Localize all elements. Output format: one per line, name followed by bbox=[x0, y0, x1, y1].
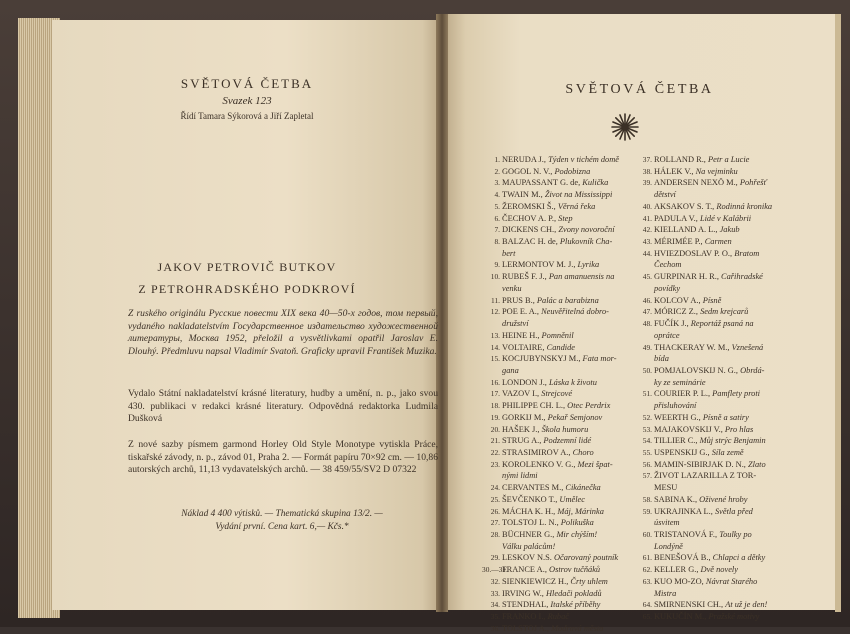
list-item-title: Zlato bbox=[748, 459, 766, 469]
list-item-title: Chlapci a dětky bbox=[712, 553, 766, 563]
list-item-title: Pamflety proti bbox=[712, 389, 761, 399]
list-item-number: 47. bbox=[642, 307, 652, 317]
list-item-title: Bratom bbox=[734, 248, 760, 258]
list-item-title: Rubač bbox=[547, 612, 570, 622]
list-item-number: 8. bbox=[494, 237, 500, 247]
list-item-author: TOLSTOJ L. N., bbox=[502, 518, 561, 528]
list-item-author: STRUG A., bbox=[502, 436, 544, 446]
list-item-author: HEINE H., bbox=[502, 330, 542, 340]
list-item-number: 2. bbox=[494, 166, 500, 176]
list-item-author: POMJALOVSKIJ N. G., bbox=[654, 365, 741, 375]
list-item bbox=[634, 435, 784, 447]
list-item-title: Rodinná kronika bbox=[716, 201, 773, 211]
list-item-number: 25. bbox=[490, 494, 500, 504]
list-item-number: 33. bbox=[490, 588, 500, 598]
list-item-number: 43. bbox=[642, 237, 652, 247]
list-item-continuation: venku bbox=[502, 283, 522, 293]
list-item bbox=[482, 588, 628, 600]
list-item-title: Světla před bbox=[714, 506, 753, 516]
list-item-title: Návrat Starého bbox=[705, 576, 758, 586]
list-item bbox=[482, 330, 628, 342]
list-item-title: Choro bbox=[572, 447, 594, 457]
list-item bbox=[482, 259, 628, 271]
list-item bbox=[634, 388, 784, 400]
list-item-author: KELLER G., bbox=[654, 565, 701, 575]
edition-footer-line1: Náklad 4 400 výtisků. — Thematická skupina 13/2. — bbox=[181, 509, 383, 519]
list-item-number: 26. bbox=[490, 506, 500, 516]
list-item-number: 51. bbox=[642, 389, 652, 399]
list-item-author: THACKERAY W. M., bbox=[654, 342, 732, 352]
list-item-title: Toulky po bbox=[719, 530, 752, 539]
list-item-number: 22. bbox=[490, 447, 500, 457]
list-item bbox=[482, 517, 628, 529]
list-item-author: KUO MO-ZO, bbox=[654, 576, 706, 586]
list-item-number: 12. bbox=[490, 307, 500, 317]
list-item-number: 30.—31. bbox=[482, 565, 508, 575]
list-item-number: 65. bbox=[642, 612, 652, 622]
list-item-title: Jakub bbox=[719, 225, 740, 235]
list-item-author: LESKOV N.S. bbox=[502, 553, 554, 563]
list-item-title: Hledači pokladů bbox=[546, 588, 602, 598]
list-item-title: Plukovník Cha- bbox=[559, 237, 613, 247]
list-item-title: Step bbox=[558, 213, 573, 223]
list-item-number: 45. bbox=[642, 272, 652, 282]
volume-number: Svazek 123 bbox=[222, 95, 272, 107]
list-item-title: Črty uhlem bbox=[570, 576, 608, 586]
list-item bbox=[634, 494, 784, 506]
list-item-title: Sedm krejcarů bbox=[700, 307, 749, 317]
list-item-number: 5. bbox=[494, 201, 500, 211]
list-item-author: FRANCE A., bbox=[502, 565, 550, 575]
list-item-number: 60. bbox=[642, 530, 652, 539]
list-item bbox=[482, 342, 628, 354]
list-item-number: 44. bbox=[642, 248, 652, 258]
list-item-author: TWAIN M., bbox=[502, 190, 545, 200]
list-item bbox=[482, 506, 628, 518]
list-item-author: HÁLEK V., bbox=[654, 166, 696, 176]
list-item-author: CERVANTES M., bbox=[502, 483, 566, 493]
list-item-number: 55. bbox=[642, 447, 652, 457]
list-item-continuation: Mistra bbox=[654, 588, 677, 598]
list-item-title: Strejcové bbox=[541, 389, 573, 399]
list-item-title: Týden v tichém domě bbox=[548, 155, 620, 164]
list-item-title: Ostrov tučňáků bbox=[549, 565, 601, 575]
publisher-note: Vydalo Státní nakladatelství krásné literatury, hudby a umění, n. p., jako svou 430. publikaci v redakci krásné literatury. Odpovědná redaktorka Ludmila Dušková bbox=[128, 388, 438, 425]
list-item-title: Síla země bbox=[711, 447, 744, 457]
list-item-continuation: družství bbox=[502, 319, 529, 329]
list-item-author: KIELLAND A. L., bbox=[654, 225, 720, 235]
list-item-author: TRISTANOVÁ F., bbox=[654, 530, 720, 539]
list-item bbox=[634, 295, 784, 307]
list-item bbox=[482, 295, 628, 307]
list-item bbox=[634, 342, 784, 354]
list-item-title: Oživené hroby bbox=[699, 494, 748, 504]
list-item-title: Písně bbox=[702, 295, 722, 305]
list-item-author: ŠEVČENKO T., bbox=[502, 494, 560, 504]
list-item-number: 48. bbox=[642, 319, 652, 329]
list-item-author: MÉRIMÉE P., bbox=[654, 237, 705, 247]
list-item-title: Pro hlas bbox=[724, 424, 754, 434]
list-item-author: SMIRNENSKI CH., bbox=[654, 600, 726, 610]
list-item-title: Reportáž psaná na bbox=[690, 319, 754, 329]
list-item-number: 52. bbox=[642, 412, 652, 422]
star-burst-ornament-icon bbox=[610, 112, 640, 142]
list-item bbox=[482, 224, 628, 236]
list-item-author: ROLLAND R., bbox=[654, 155, 708, 164]
list-item-author: WEERTH G., bbox=[654, 412, 703, 422]
list-item bbox=[634, 552, 784, 564]
list-item-title: Palác a barabizna bbox=[536, 295, 599, 305]
list-item-title: Život na Mississippi bbox=[544, 190, 613, 200]
list-item-number: 11. bbox=[491, 295, 500, 305]
list-item-author: ŽEROMSKI Š., bbox=[502, 201, 558, 211]
list-item-number: 9. bbox=[494, 260, 500, 270]
editors-line: Řídí Tamara Sýkorová a Jiří Zapletal bbox=[180, 111, 314, 121]
list-item bbox=[634, 576, 784, 588]
list-item-number: 36. bbox=[490, 623, 500, 633]
list-item bbox=[482, 236, 628, 248]
list-item-continuation: úsvitem bbox=[654, 518, 680, 528]
edition-footer-line2: Vydání první. Cena kart. 6,— Kčs.* bbox=[215, 521, 349, 532]
list-item bbox=[634, 213, 784, 225]
list-item-title: Candide bbox=[546, 342, 576, 352]
list-item-number: 3. bbox=[494, 178, 500, 188]
list-item bbox=[634, 459, 784, 471]
list-item-author: LERMONTOV M. J., bbox=[502, 260, 578, 270]
list-item-number: 23. bbox=[490, 459, 500, 469]
list-item bbox=[634, 271, 784, 283]
list-item-number: 18. bbox=[490, 401, 500, 411]
list-item bbox=[482, 213, 628, 225]
series-title: SVĚTOVÁ ČETBA bbox=[180, 76, 314, 91]
list-item bbox=[482, 447, 628, 459]
list-item-number: 61. bbox=[642, 553, 652, 563]
list-item-number: 38. bbox=[642, 166, 652, 176]
list-item-author: FRANKO I., bbox=[502, 612, 548, 622]
list-item-author: MAUPASSANT G. de, bbox=[502, 178, 583, 188]
right-page-edge bbox=[835, 14, 841, 612]
edition-footer bbox=[122, 508, 442, 533]
list-item bbox=[634, 177, 784, 189]
list-item-author: KUKUČÍN M., bbox=[654, 612, 709, 622]
list-item bbox=[634, 424, 784, 436]
list-item bbox=[482, 306, 628, 318]
list-item-number: 57. bbox=[642, 471, 652, 481]
list-item-number: 21. bbox=[490, 436, 500, 446]
list-item-author: HAŠEK J., bbox=[502, 424, 542, 434]
list-item-continuation: gana bbox=[502, 365, 519, 375]
list-item-number: 16. bbox=[490, 377, 500, 387]
list-item-title: Neuvěřitelná dobro- bbox=[541, 307, 609, 317]
list-item-author: IRVING W., bbox=[502, 588, 546, 598]
list-item-title: Carmen bbox=[704, 237, 732, 247]
list-item-title: Cikánečka bbox=[565, 483, 601, 493]
list-item bbox=[634, 611, 784, 623]
list-item-author: GOGOL N. V., bbox=[502, 166, 555, 176]
list-item-author: USPENSKIJ G., bbox=[654, 447, 712, 457]
list-item bbox=[634, 318, 784, 330]
series-list-column-left bbox=[482, 154, 628, 634]
list-item bbox=[482, 154, 628, 166]
list-item-number: 15. bbox=[490, 354, 500, 364]
list-item-author: GURPINAR H. R., bbox=[654, 272, 722, 282]
list-item-author: MÁCHA K. H., bbox=[502, 506, 558, 516]
list-item-title: Kulička bbox=[582, 178, 609, 188]
list-item bbox=[482, 353, 628, 365]
list-item bbox=[634, 248, 784, 260]
list-item bbox=[634, 306, 784, 318]
list-item bbox=[482, 388, 628, 400]
series-list-column-right bbox=[634, 154, 784, 623]
list-item-title: Umělec bbox=[559, 494, 585, 504]
list-item-title: Pražské motivy bbox=[708, 612, 760, 622]
list-item bbox=[482, 435, 628, 447]
list-item bbox=[482, 623, 628, 634]
list-item-title: Podobizna bbox=[554, 166, 591, 176]
list-item-author: NERUDA J., bbox=[502, 155, 549, 164]
list-item-title: Očarovaný poutník bbox=[553, 553, 619, 563]
list-item-title: Vznešená bbox=[731, 342, 764, 352]
list-item-author: PHILIPPE CH. L., bbox=[502, 401, 568, 411]
translation-note: Z ruského originálu Русские повести XIX века 40—50-х годов, том первый, vydaného nakladatelstvím Государственное издательство художественной литературы, Москва 1952, přeložil a vysvětlivkami opatřil Jaroslav E. Dlouhý. Předmluvu napsal Vladimír Svatoň. Graficky upravil František Muzika. bbox=[128, 308, 438, 357]
list-item-title: Otec Perdrix bbox=[567, 401, 611, 411]
list-item-author: BÜCHNER G., bbox=[502, 530, 557, 539]
list-item-title: Petr a Lucie bbox=[707, 155, 750, 164]
list-item-number: 53. bbox=[642, 424, 652, 434]
list-item-author: BALZAC H. de, bbox=[502, 237, 560, 247]
list-item-title: Láska k životu bbox=[549, 377, 597, 387]
list-item-author: PRUS B., bbox=[502, 295, 537, 305]
list-item-number: 40. bbox=[642, 201, 652, 211]
list-item-number: 1. bbox=[494, 155, 500, 164]
list-item-number: 32. bbox=[490, 576, 500, 586]
list-item bbox=[634, 154, 784, 166]
list-item bbox=[482, 459, 628, 471]
list-item bbox=[634, 529, 784, 541]
list-item-title: Lyrika bbox=[577, 260, 600, 270]
list-item-number: 35. bbox=[490, 612, 500, 622]
list-item-author: KOLCOV A., bbox=[654, 295, 703, 305]
list-item bbox=[482, 201, 628, 213]
list-item-number: 59. bbox=[642, 506, 652, 516]
list-item bbox=[634, 224, 784, 236]
list-item-number: 20. bbox=[490, 424, 500, 434]
list-item-title: Polikuška bbox=[560, 518, 594, 528]
list-item-title: Pohřešť bbox=[739, 178, 767, 188]
list-item-continuation: bert bbox=[502, 248, 516, 258]
list-item-author: KOCJUBYNSKYJ M., bbox=[502, 354, 583, 364]
list-item-title: Mir chýším! bbox=[556, 530, 598, 539]
list-item-author: AKSAKOV S. T., bbox=[654, 201, 717, 211]
list-item-author: SABINA K., bbox=[654, 494, 700, 504]
list-item-author: TOLSTOJ A., bbox=[502, 623, 552, 633]
list-item-title: Modravá města bbox=[551, 623, 604, 633]
list-item-number: 28. bbox=[490, 530, 500, 539]
list-item bbox=[634, 412, 784, 424]
list-item-title: Dvě novely bbox=[700, 565, 738, 575]
list-item-author: DICKENS CH., bbox=[502, 225, 559, 235]
list-item-title: Mezi špat- bbox=[577, 459, 613, 469]
list-item-number: 54. bbox=[642, 436, 652, 446]
list-item-number: 19. bbox=[490, 412, 500, 422]
list-item-author: SIENKIEWICZ H., bbox=[502, 576, 571, 586]
list-item-number: 27. bbox=[490, 518, 500, 528]
list-item-continuation: přisluhování bbox=[654, 401, 697, 411]
list-item-author: VOLTAIRE, bbox=[502, 342, 547, 352]
list-item-continuation: Čechom bbox=[654, 260, 682, 270]
list-item bbox=[482, 552, 628, 564]
list-item-author: ŽIVOT LAZARILLA Z TOR- bbox=[654, 471, 757, 481]
list-item-title: Podzemní lidé bbox=[543, 436, 592, 446]
list-item-author: MÓRICZ Z., bbox=[654, 307, 701, 317]
list-item-author: ČECHOV A. P., bbox=[502, 213, 559, 223]
list-item-number: 29. bbox=[490, 553, 500, 563]
list-item bbox=[634, 365, 784, 377]
list-item-number: 6. bbox=[494, 213, 500, 223]
list-item-continuation: bída bbox=[654, 354, 669, 364]
list-item-number: 17. bbox=[490, 389, 500, 399]
list-item-title: Škola humoru bbox=[541, 424, 589, 434]
list-item-author: STRASIMIROV A., bbox=[502, 447, 573, 457]
list-item-title: Pekař Semjonov bbox=[547, 412, 603, 422]
list-item-number: 14. bbox=[490, 342, 500, 352]
list-item-title: Věrná řeka bbox=[557, 201, 596, 211]
list-item-author: COURIER P. L., bbox=[654, 389, 713, 399]
list-item-author: MAMIN-SIBIRJAK D. N., bbox=[654, 459, 748, 469]
list-item-author: POE E. A., bbox=[502, 307, 542, 317]
list-item-number: 58. bbox=[642, 494, 652, 504]
list-item-number: 34. bbox=[490, 600, 500, 610]
list-item-number: 56. bbox=[642, 459, 652, 469]
book-title: Z PETROHRADSKÉHO PODKROVÍ bbox=[138, 282, 356, 296]
list-item bbox=[482, 189, 628, 201]
list-item bbox=[482, 564, 628, 576]
list-item-author: KOROLENKO V. G., bbox=[502, 459, 578, 469]
list-item-author: PADULA V., bbox=[654, 213, 700, 223]
list-item-continuation: ky ze seminárie bbox=[654, 377, 706, 387]
list-item-title: Italské příběhy bbox=[550, 600, 601, 610]
list-item-author: ANDERSEN NEXÖ M., bbox=[654, 178, 740, 188]
list-item-number: 49. bbox=[642, 342, 652, 352]
list-item bbox=[482, 377, 628, 389]
print-note: Z nové sazby písmem garmond Horley Old Style Monotype vytiskla Práce, tiskařské závody, n. p., závod 01, Praha 2. — Formát papíru 70×92 cm. — 10,86 autorských archů, 11,13 vydavatelských archů. — 38 459/55/SV2 D 07322 bbox=[128, 439, 438, 476]
list-item-number: 50. bbox=[642, 365, 652, 375]
author-name: JAKOV PETROVIČ BUTKOV bbox=[157, 260, 337, 274]
list-item bbox=[634, 506, 784, 518]
list-item-title: Obrdá- bbox=[740, 365, 765, 375]
list-item-title: Pomněnil bbox=[541, 330, 574, 340]
list-item-number: 39. bbox=[642, 178, 652, 188]
list-item-title: Na vejminku bbox=[695, 166, 738, 176]
list-item bbox=[482, 412, 628, 424]
list-item-number: 7. bbox=[494, 225, 500, 235]
list-item bbox=[482, 424, 628, 436]
list-item-title: Můj strýc Benjamin bbox=[699, 436, 766, 446]
list-item-number: 41. bbox=[642, 213, 652, 223]
list-item bbox=[634, 470, 784, 482]
list-item-continuation: Londýně bbox=[654, 541, 683, 551]
list-item-number: 24. bbox=[490, 483, 500, 493]
list-item-author: GORKIJ M., bbox=[502, 412, 548, 422]
list-item bbox=[482, 400, 628, 412]
list-item-number: 10. bbox=[490, 272, 500, 282]
list-item-title: Zvony novoroční bbox=[558, 225, 615, 235]
list-item bbox=[482, 177, 628, 189]
list-item-author: HVIEZDOSLAV P. O., bbox=[654, 248, 735, 258]
list-item-continuation: dětství bbox=[654, 190, 676, 200]
list-item-number: 46. bbox=[642, 295, 652, 305]
list-item-continuation: Válku palácům! bbox=[502, 541, 556, 551]
list-item-number: 13. bbox=[490, 330, 500, 340]
list-item-author: FUČÍK J., bbox=[654, 319, 691, 329]
list-item-number: 63. bbox=[642, 576, 652, 586]
list-item-title: Fata mor- bbox=[582, 354, 617, 364]
list-item-number: 42. bbox=[642, 225, 652, 235]
list-item-number: 4. bbox=[494, 190, 500, 200]
list-item-author: TILLIER C., bbox=[654, 436, 700, 446]
list-item bbox=[482, 599, 628, 611]
list-item-title: Máj, Márinka bbox=[557, 506, 604, 516]
list-item bbox=[634, 201, 784, 213]
list-item-author: UKRAJINKA L., bbox=[654, 506, 715, 516]
list-item-author: MAJAKOVSKIJ V., bbox=[654, 424, 725, 434]
list-item bbox=[482, 494, 628, 506]
list-item bbox=[482, 166, 628, 178]
list-item-number: 37. bbox=[642, 155, 652, 164]
list-item bbox=[634, 599, 784, 611]
list-item bbox=[482, 271, 628, 283]
list-item-title: Cařihradské bbox=[721, 272, 763, 282]
list-item-author: LONDON J., bbox=[502, 377, 549, 387]
list-item bbox=[482, 529, 628, 541]
list-item bbox=[634, 236, 784, 248]
series-list-title: SVĚTOVÁ ČETBA bbox=[565, 82, 714, 97]
list-item-continuation: povídky bbox=[654, 283, 681, 293]
list-item-number: 64. bbox=[642, 600, 652, 610]
list-item bbox=[482, 611, 628, 623]
list-item bbox=[482, 576, 628, 588]
list-item-number: 62. bbox=[642, 565, 652, 575]
list-item bbox=[634, 166, 784, 178]
list-item-continuation: MESU bbox=[654, 483, 678, 493]
list-item-title: At už je den! bbox=[725, 600, 768, 610]
list-item bbox=[634, 564, 784, 576]
list-item-author: VAZOV I., bbox=[502, 389, 542, 399]
list-item-author: RUBEŠ F. J., bbox=[502, 272, 549, 282]
list-item-author: STENDHAL, bbox=[502, 600, 551, 610]
list-item-continuation: oprátce bbox=[654, 330, 680, 340]
list-item-author: BENEŠOVÁ B., bbox=[654, 553, 713, 563]
list-item-title: Pan amanuensis na bbox=[548, 272, 615, 282]
list-item bbox=[634, 447, 784, 459]
list-item bbox=[482, 482, 628, 494]
list-item-title: Písně a satiry bbox=[702, 412, 749, 422]
list-item-title: Lidé v Kalábrii bbox=[699, 213, 752, 223]
list-item-continuation: nými lidmi bbox=[502, 471, 538, 481]
